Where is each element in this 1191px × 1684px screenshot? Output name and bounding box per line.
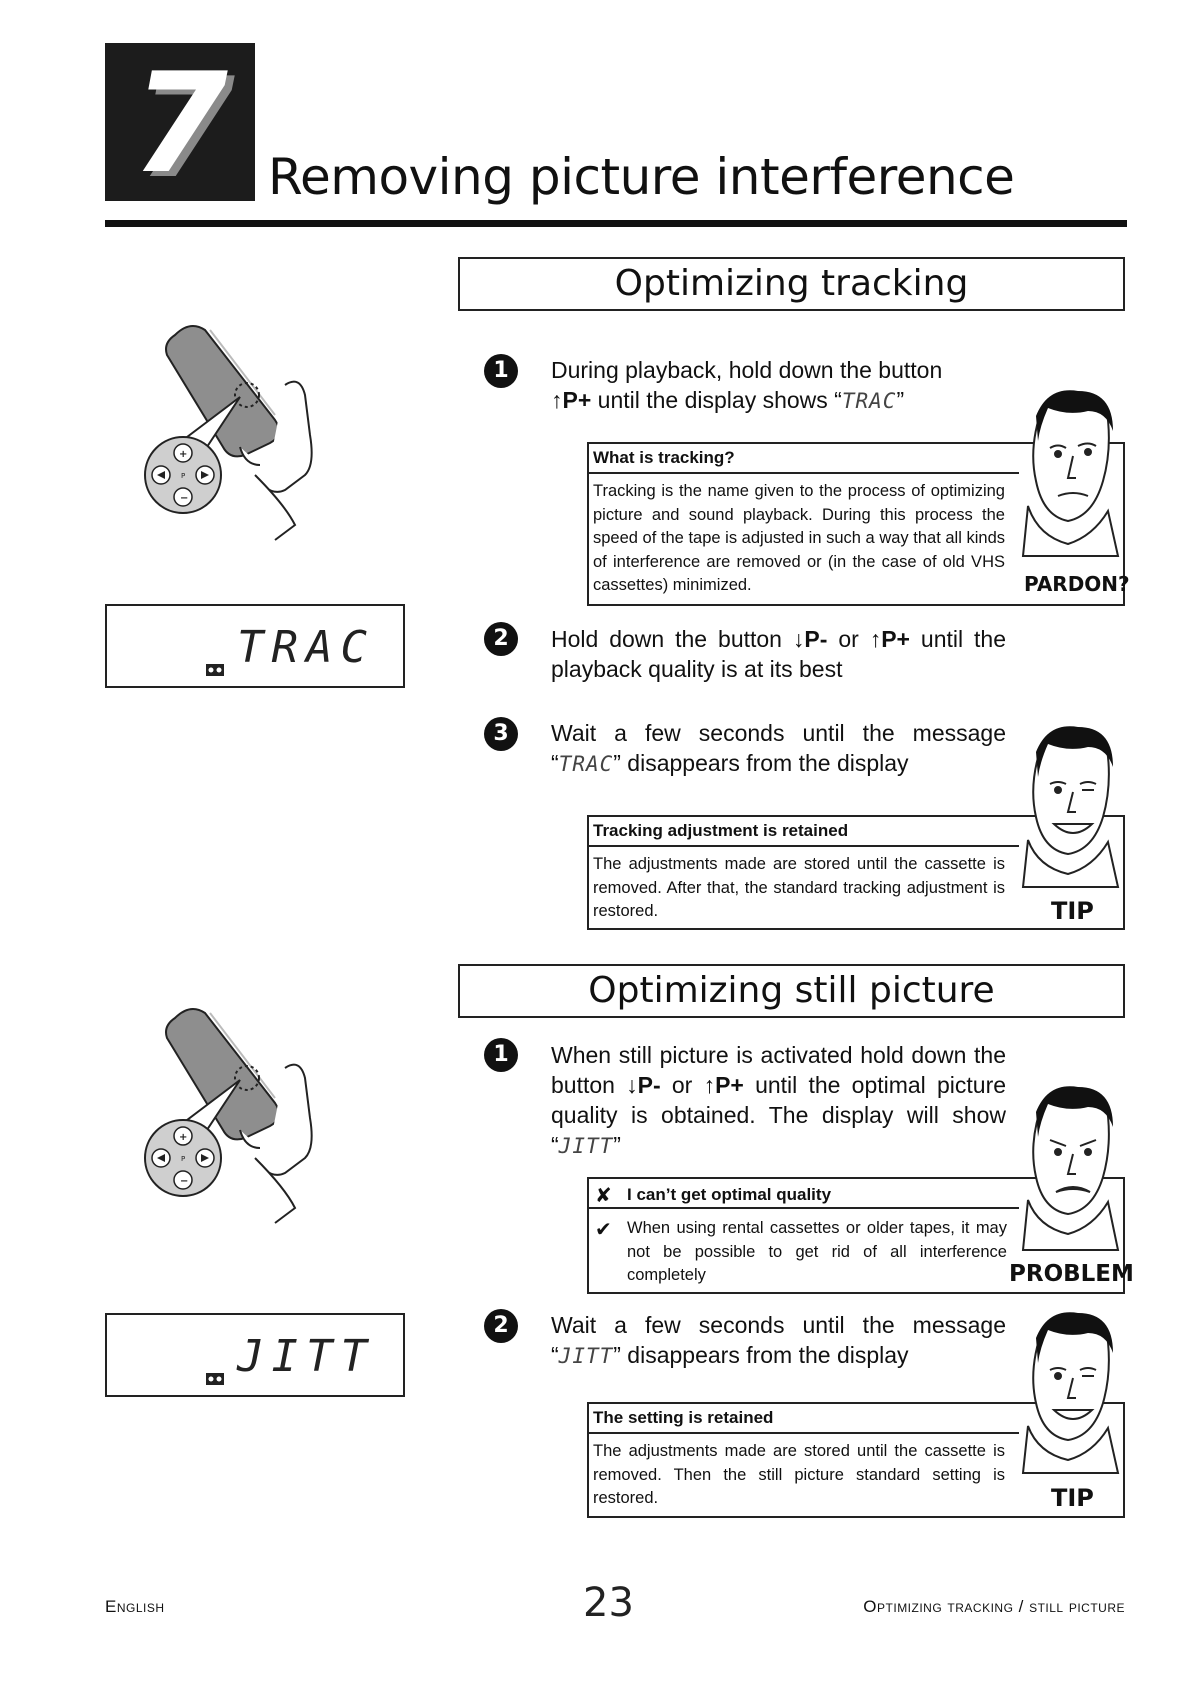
step-bullet: 2 (484, 622, 518, 656)
section-heading-tracking: Optimizing tracking (458, 257, 1125, 311)
tip-body: The adjustments made are stored until the cassette is removed. After that, the standard tracking adjustment is restored. (593, 855, 1005, 920)
step-text: Hold down the button ↓P- or ↑P+ until the playback quality is at its best (551, 626, 1006, 682)
divider (589, 1432, 1019, 1434)
divider (589, 845, 1019, 847)
tip-label: TIP (1051, 1484, 1094, 1512)
cartoon-face-pardon-icon (1018, 386, 1124, 566)
cartoon-face-tip-icon (1018, 1308, 1124, 1480)
pardon-label: PARDON? (1024, 572, 1130, 596)
problem-label: PROBLEM (1009, 1261, 1134, 1287)
cartoon-face-problem-icon (1018, 1082, 1124, 1257)
tip-title: Tracking adjustment is retained (593, 821, 849, 840)
tip-title: The setting is retained (593, 1408, 774, 1427)
page-title: Removing picture interference (268, 148, 1015, 206)
svg-text:−: − (180, 493, 189, 504)
page-number: 23 (583, 1580, 634, 1626)
svg-text:+: + (179, 449, 188, 460)
info-title: What is tracking? (593, 448, 735, 467)
cross-icon: ✘ (595, 1185, 612, 1207)
title-divider (105, 220, 1127, 227)
footer-section: Optimizing tracking / still picture (863, 1597, 1125, 1616)
tip-body: The adjustments made are stored until the cassette is removed. Then the still picture standard setting is restored. (593, 1442, 1005, 1507)
problem-body: When using rental cassettes or older tapes, it may not be possible to get rid of all interference completely (627, 1219, 1007, 1284)
check-icon: ✔ (595, 1219, 612, 1241)
step-bullet: 2 (484, 1309, 518, 1343)
problem-title: I can’t get optimal quality (627, 1185, 832, 1204)
step-text: When still picture is activated hold down the button ↓P- or ↑P+ until the optimal picture quality is obtained. The display will show “JITT” (551, 1042, 1007, 1158)
lcd-display-jitt (105, 1313, 405, 1397)
chapter-number: 7 (131, 43, 229, 204)
svg-text:+: + (179, 1132, 188, 1143)
step-bullet: 3 (484, 717, 518, 751)
cassette-icon (205, 1372, 225, 1386)
step-text: Wait a few seconds until the message “TRAC” disappears from the display (551, 720, 1006, 776)
remote-control-illustration (135, 998, 375, 1228)
divider (589, 472, 1019, 474)
divider (589, 1207, 1019, 1209)
step-text: During playback, hold down the button ↑P+ until the display shows “TRAC” (551, 357, 943, 413)
svg-text:P: P (181, 1155, 186, 1163)
lcd-text: TRAC (237, 622, 375, 673)
tip-label: TIP (1051, 897, 1094, 925)
lcd-display-trac (105, 604, 405, 688)
chapter-number-box (105, 43, 255, 204)
lcd-text: JITT (237, 1331, 375, 1382)
step-bullet: 1 (484, 354, 518, 388)
cartoon-face-tip-icon (1018, 722, 1124, 894)
svg-text:P: P (181, 472, 186, 480)
remote-control-illustration (135, 315, 375, 545)
cassette-icon (205, 663, 225, 677)
svg-text:−: − (180, 1176, 189, 1187)
footer-language: English (105, 1597, 165, 1616)
info-body: Tracking is the name given to the process of optimizing picture and sound playback. During this process the speed of the tape is adjusted in such a way that all kinds of interference are removed or (in the case of old VHS cassettes) minimized. (593, 482, 1005, 594)
section-heading-still-picture: Optimizing still picture (458, 964, 1125, 1018)
step-bullet: 1 (484, 1038, 518, 1072)
step-text: Wait a few seconds until the message “JITT” disappears from the display (551, 1312, 1006, 1368)
